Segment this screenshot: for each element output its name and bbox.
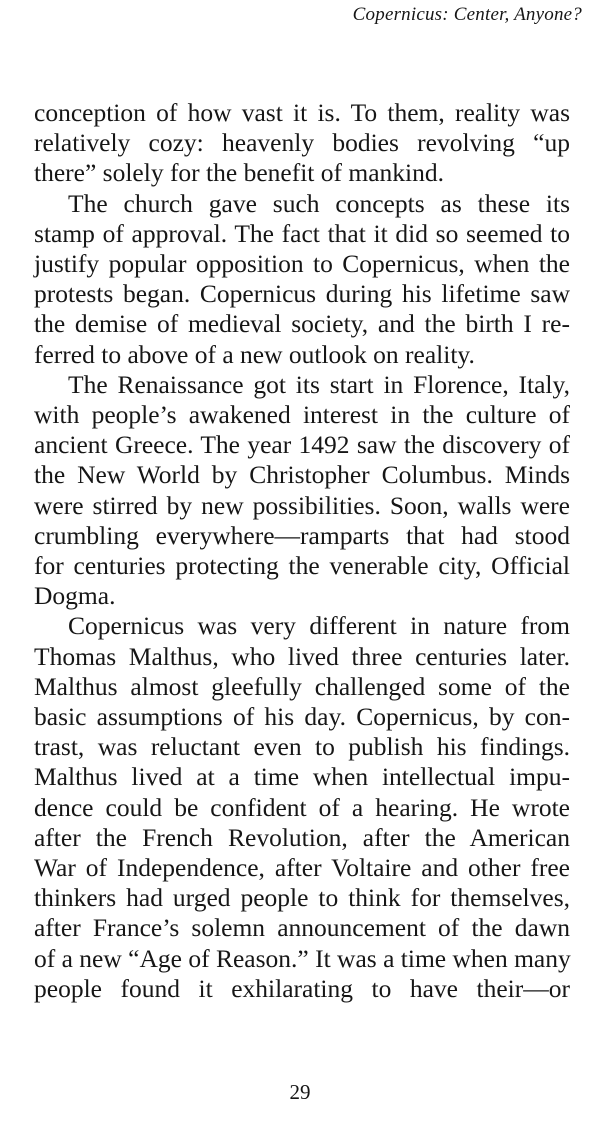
text-line: after France’s solemn announcement of the dawn (34, 913, 570, 943)
paragraph (34, 98, 570, 189)
text-line: of a new “Age of Reason.” It was a time when many (34, 943, 571, 973)
running-head: Copernicus: Center, Anyone? (352, 4, 582, 25)
paragraph (34, 370, 570, 612)
page-body (34, 98, 570, 1004)
text-line: ancient Greece. The year 1492 saw the discovery of (34, 430, 570, 460)
text-line: the New World by Christopher Columbus. Minds (34, 460, 570, 490)
page-number: 29 (289, 1080, 311, 1104)
text-line: relatively cozy: heavenly bodies revolving “up (34, 128, 570, 158)
text-line: Malthus lived at a time when intellectual impu- (34, 762, 570, 792)
text-line: Dogma. (34, 581, 116, 611)
text-line: with people’s awakened interest in the culture of (34, 400, 570, 430)
text-line: Malthus almost gleefully challenged some of the (34, 671, 570, 701)
text-line: Thomas Malthus, who lived three centuries later. (34, 641, 570, 671)
text-line: War of Independence, after Voltaire and other free (34, 853, 570, 883)
text-line: after the French Revolution, after the American (34, 822, 570, 852)
text-line: trast, was reluctant even to publish his findings. (34, 732, 570, 762)
text-line: thinkers had urged people to think for themselves, (34, 883, 570, 913)
text-line: dence could be confident of a hearing. He wrote (34, 792, 570, 822)
paragraph (34, 189, 570, 370)
text-line: conception of how vast it is. To them, reality was (34, 98, 570, 127)
text-line: Copernicus was very different in nature from (68, 611, 570, 641)
text-line: basic assumptions of his day. Copernicus, by con- (34, 702, 570, 732)
text-line: The Renaissance got its start in Florence, Italy, (68, 369, 570, 399)
text-line: people found it exhilarating to have their—or (34, 973, 570, 1003)
text-line: for centuries protecting the venerable city, Official (34, 551, 570, 581)
text-line: The church gave such concepts as these its (68, 188, 570, 218)
text-line: protests began. Copernicus during his lifetime saw (34, 279, 570, 309)
text-line: justify popular opposition to Copernicus, when the (34, 249, 570, 279)
text-line: there” solely for the benefit of mankind. (34, 158, 444, 188)
text-line: were stirred by new possibilities. Soon, walls were (34, 490, 570, 520)
text-line: ferred to above of a new outlook on reality. (34, 339, 475, 369)
text-line: the demise of medieval society, and the birth I re- (34, 309, 570, 339)
paragraph (34, 611, 570, 1004)
text-line: stamp of approval. The fact that it did so seemed to (34, 218, 570, 248)
text-line: crumbling everywhere—ramparts that had stood (34, 520, 570, 550)
